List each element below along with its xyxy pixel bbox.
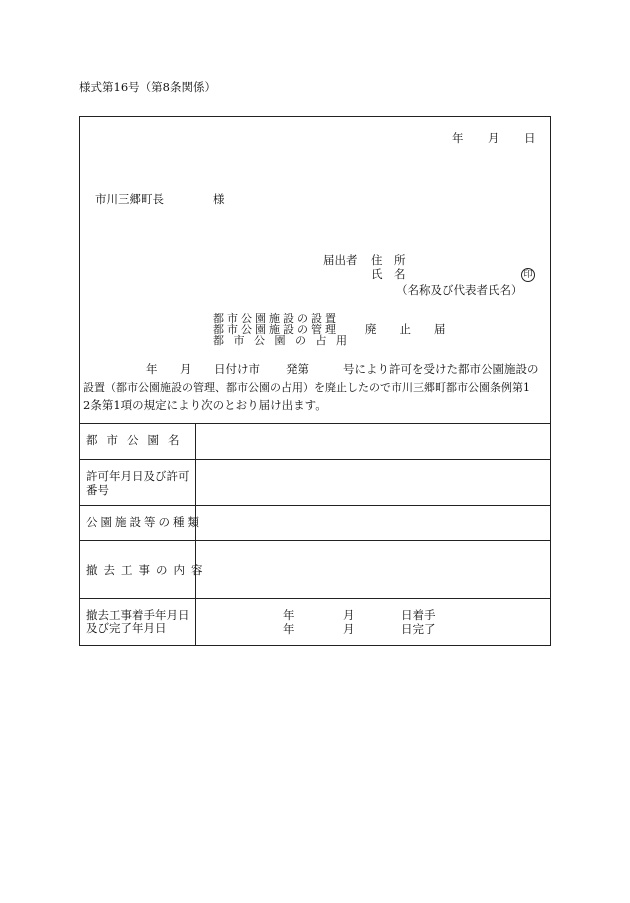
addressee-honorific: 様 [213, 192, 225, 206]
divider-row-4 [79, 598, 551, 599]
body-line2: 設置（都市公園施設の管理、都市公園の占用）を廃止したので市川三郷町都市公園条例第1 [83, 381, 530, 394]
start-year: 年 [283, 608, 295, 622]
date-month: 月 [488, 131, 500, 145]
end-suffix: 日完了 [401, 622, 436, 636]
body-year: 年 [146, 362, 158, 376]
row-permit-label-line2: 番号 [86, 483, 109, 497]
addressee-name: 市川三郷町長 [95, 192, 164, 206]
body-dated: 日付け市 [214, 362, 260, 376]
body-hatsu: 発第 [286, 362, 309, 376]
divider-top-table [79, 423, 551, 424]
start-month: 月 [343, 608, 355, 622]
date-year: 年 [452, 131, 464, 145]
form-number: 様式第16号（第8条関係） [79, 80, 216, 94]
title-option-3: 都 市 公 園 の 占 用 [213, 334, 350, 347]
row-permit-label-line1: 許可年月日及び許可 [86, 469, 190, 483]
row-removal-content-label: 撤去工事の内容 [86, 563, 209, 577]
address-label: 住 所 [371, 253, 406, 267]
body-month: 月 [180, 362, 192, 376]
date-day: 日 [524, 131, 536, 145]
row-dates-label-line2: 及び完了年月日 [86, 621, 167, 635]
row-facility-type-label: 公園施設等の種類 [86, 515, 202, 529]
start-suffix: 日着手 [401, 608, 436, 622]
body-line1-rest: 号により許可を受けた都市公園施設の [343, 362, 539, 376]
row-park-name-label: 都市公園名 [86, 433, 189, 447]
title-suffix: 廃 止 届 [365, 322, 446, 336]
divider-row-3 [79, 540, 551, 541]
divider-row-1 [79, 459, 551, 460]
end-year: 年 [283, 622, 295, 636]
divider-row-2 [79, 505, 551, 506]
column-divider [195, 423, 196, 646]
name-label: 氏 名 [371, 267, 406, 281]
row-dates-label-line1: 撤去工事着手年月日 [86, 608, 190, 622]
title-option-1: 都市公園施設の設置 [213, 312, 339, 325]
submitter-label: 届出者 [323, 253, 358, 267]
title-option-2: 都市公園施設の管理 [213, 323, 339, 336]
body-line3: 2条第1項の規定により次のとおり届け出ます。 [83, 398, 327, 412]
end-month: 月 [343, 622, 355, 636]
name-note: （名称及び代表者氏名） [396, 283, 523, 297]
seal-icon: 印 [521, 268, 535, 282]
